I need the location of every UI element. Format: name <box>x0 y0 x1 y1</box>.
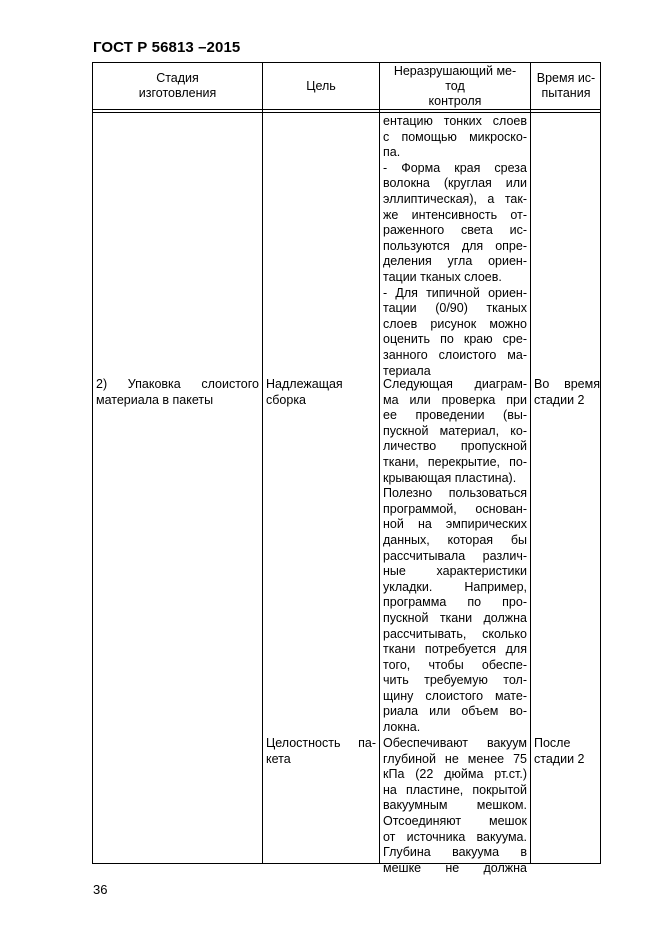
text-line: стадии 2 <box>534 751 585 766</box>
header-line: тод <box>445 78 465 93</box>
text-line: риала или объем во- <box>383 704 527 719</box>
column-divider <box>262 63 263 863</box>
text-line: от источника вакуума. <box>383 829 527 844</box>
text-line: деления угла ориен- <box>383 254 527 269</box>
column-divider <box>379 63 380 863</box>
text-line: пускной материал, ко- <box>383 423 527 438</box>
text-line: рассчитывала различ- <box>383 548 527 563</box>
text-line: Глубина вакуума в <box>383 845 527 860</box>
text-line: личество пропускной <box>383 439 527 454</box>
column-header-method <box>380 63 530 109</box>
text-line: укладки. Например, <box>383 579 527 594</box>
text-line: тации (0/90) тканых <box>383 301 527 316</box>
text-line: оценить по краю сре- <box>383 332 527 347</box>
time-cell-integrity <box>534 736 600 767</box>
text-line: пользуются для опре- <box>383 238 527 253</box>
text-line: кета <box>266 751 291 766</box>
header-line: контроля <box>428 93 482 108</box>
text-line: кПа (22 дюйма рт.ст.) <box>383 767 527 782</box>
text-line: тации тканых слоев. <box>383 269 502 284</box>
header-rule <box>93 112 600 113</box>
text-line: данных, которая бы <box>383 532 527 547</box>
text-line: ентацию тонких слоев <box>383 114 527 128</box>
header-line: изготовления <box>138 86 217 100</box>
text-line: па. <box>383 145 401 160</box>
text-line: териала <box>383 363 431 378</box>
header-line: Стадия <box>156 71 199 85</box>
text-line: ткани потребуется для <box>383 642 527 657</box>
text-line: стадии 2 <box>534 392 585 407</box>
header-rule <box>93 109 600 110</box>
text-line: Надлежащая <box>266 377 343 391</box>
text-line: рассчитывать, сколько <box>383 626 527 641</box>
header-line: Цель <box>306 78 336 93</box>
text-line: с помощью микроско- <box>383 129 527 144</box>
header-line: Неразрушающий ме- <box>393 63 517 78</box>
requirements-table <box>92 62 601 875</box>
text-line: ной на эмпирических <box>383 517 527 532</box>
text-line: вакуумным мешком. <box>383 798 527 813</box>
text-line: Полезно пользоваться <box>383 486 527 501</box>
page-number: 36 <box>93 882 108 897</box>
text-line: Следующая диаграм- <box>383 377 527 391</box>
method-cell-integrity <box>383 736 527 876</box>
text-line: мешке не должна <box>383 860 527 875</box>
text-line: слоев рисунок можно <box>383 316 527 331</box>
text-line: сборка <box>266 392 307 407</box>
column-header-time <box>531 63 601 109</box>
text-line: программа по про- <box>383 595 527 610</box>
text-line: Обеспечивают вакуум <box>383 736 527 750</box>
text-line: раженного света ис- <box>383 223 527 238</box>
text-line: на пластине, покрытой <box>383 782 527 797</box>
text-line: занного слоистого ма- <box>383 347 527 362</box>
column-header-stage <box>93 63 262 109</box>
text-line: щину слоистого мате- <box>383 688 527 703</box>
text-line: После <box>534 736 571 750</box>
header-line: пытания <box>541 86 591 100</box>
text-line: глубиной не менее 75 <box>383 751 527 766</box>
text-line: ткани, перекрытие, по- <box>383 454 527 469</box>
text-line: же интенсивность от- <box>383 207 527 222</box>
column-header-purpose <box>263 63 379 109</box>
text-line: - Форма края среза <box>383 160 527 175</box>
text-line: ее проведении (вы- <box>383 408 527 423</box>
text-line: ма или проверка при <box>383 392 527 407</box>
text-line: эллиптическая), а так- <box>383 191 527 206</box>
text-line: программой, основан- <box>383 501 527 516</box>
stage-cell <box>96 377 259 408</box>
text-line: Во время <box>534 377 600 391</box>
text-line: ные характеристики <box>383 564 527 579</box>
method-cell-assembly <box>383 377 527 736</box>
document-header: ГОСТ Р 56813 –2015 <box>93 39 241 56</box>
purpose-cell-integrity <box>266 736 376 767</box>
text-line: волокна (круглая или <box>383 176 527 191</box>
text-line: - Для типичной ориен- <box>383 285 527 300</box>
method-continuation <box>383 114 527 379</box>
text-line: Отсоединяют мешок <box>383 813 527 828</box>
time-cell-assembly <box>534 377 600 408</box>
text-line: крывающая пластина). <box>383 470 517 485</box>
text-line: того, чтобы обеспе- <box>383 657 527 672</box>
text-line: пускной ткани должна <box>383 610 527 625</box>
text-line: чить требуемую тол- <box>383 673 527 688</box>
column-divider <box>530 63 531 863</box>
text-line: Целостность па- <box>266 736 376 750</box>
purpose-cell-assembly <box>266 377 376 408</box>
text-line: 2) Упаковка слоистого <box>96 377 259 391</box>
header-line: Время ис- <box>536 71 596 85</box>
text-line: материала в пакеты <box>96 392 214 407</box>
text-line: локна. <box>383 720 421 735</box>
